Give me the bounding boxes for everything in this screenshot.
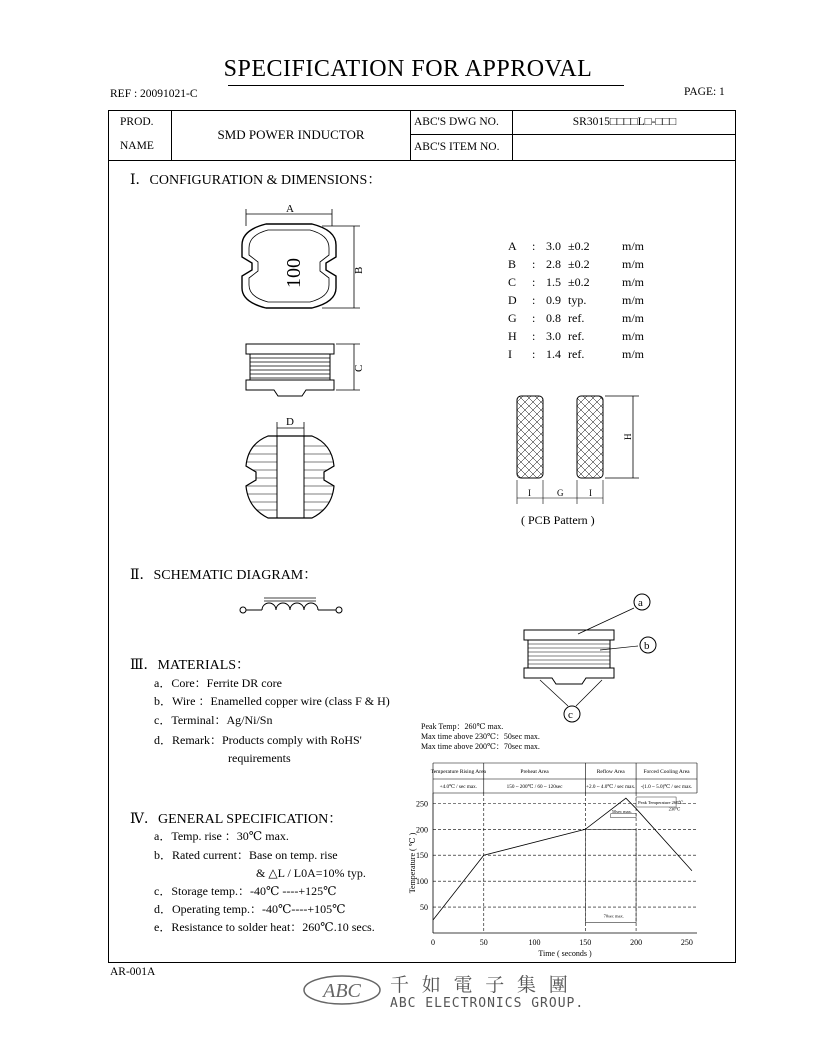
section-general-spec-title: Ⅳ．GENERAL SPECIFICATION：	[130, 812, 343, 827]
form-number: AR-001A	[110, 966, 156, 978]
dimension-list	[508, 237, 662, 363]
callout-a: a	[638, 597, 643, 609]
prod-label: PROD.	[120, 116, 154, 128]
dimension-separator: :	[532, 311, 536, 325]
zone-label: Temperature Rising Area	[430, 769, 486, 775]
x-tick-label: 250	[680, 938, 693, 947]
zone-rate: 150 ~ 200℃ / 60 ~ 120sec	[506, 784, 563, 790]
dimension-key: B	[508, 257, 517, 271]
product-name: SMD POWER INDUCTOR	[217, 127, 365, 142]
material-remark-cont: requirements	[228, 751, 291, 765]
spec-temp-rise: a．Temp. rise ：30℃ max.	[154, 829, 289, 843]
window-230-box	[611, 814, 636, 818]
dimension-separator: :	[532, 275, 536, 289]
spec-rated-current-cont: & △L / L0A=10% typ.	[256, 866, 366, 880]
pcb-caption: ( PCB Pattern )	[521, 513, 595, 527]
dimension-tolerance: ref.	[568, 347, 585, 361]
dimension-value: 0.8	[546, 311, 561, 325]
x-axis-label: Time ( seconds )	[538, 949, 592, 958]
dimension-unit: m/m	[622, 347, 645, 361]
annotation-50sec: 50sec max.	[611, 809, 632, 815]
spec-solder-heat: e．Resistance to solder heat：260℃.10 secs.	[154, 920, 375, 934]
callout-c: c	[568, 709, 573, 721]
material-terminal: c．Terminal：Ag/Ni/Sn	[154, 713, 273, 727]
dimension-row-b	[508, 255, 662, 273]
dimension-unit: m/m	[622, 329, 645, 343]
reflow-profile-line	[433, 798, 692, 920]
spec-rated-current: b．Rated current：Base on temp. rise	[154, 848, 338, 862]
annotation-70sec: 70sec max.	[603, 913, 624, 919]
material-remark: d．Remark：Products comply with RoHS'	[154, 733, 362, 747]
zone-label: Forced Cooling Area	[643, 769, 690, 775]
dimension-key: G	[508, 311, 517, 325]
section-schematic-title: Ⅱ．SCHEMATIC DIAGRAM：	[130, 568, 318, 583]
dimension-unit: m/m	[622, 293, 645, 307]
dimension-separator: :	[532, 257, 536, 271]
dimension-separator: :	[532, 293, 536, 307]
abc-logo	[300, 972, 384, 1008]
reflow-notes	[421, 722, 540, 752]
top-view-drawing	[236, 200, 366, 312]
dimension-row-g	[508, 309, 662, 327]
dimension-separator: :	[532, 329, 536, 343]
y-tick-label: 100	[416, 877, 428, 887]
dimension-tolerance: ref.	[568, 329, 585, 343]
title-underline	[228, 85, 624, 86]
dimension-separator: :	[532, 347, 536, 361]
item-label: ABC'S ITEM NO.	[414, 141, 500, 153]
schematic-inductor-symbol	[236, 590, 348, 622]
dimension-value: 3.0	[546, 239, 561, 253]
dimension-unit: m/m	[622, 257, 645, 271]
dimension-tolerance: typ.	[568, 293, 587, 307]
x-tick-label: 0	[431, 938, 435, 947]
y-tick-label: 250	[416, 799, 428, 809]
y-tick-label: 150	[416, 851, 428, 861]
spec-storage-temp: c．Storage temp.：-40℃ ----+125℃	[154, 884, 337, 898]
material-wire: b．Wire ：Enamelled copper wire (class F & H)	[154, 694, 390, 708]
dim-c-label: C	[353, 364, 365, 372]
zone-rate: +4.0℃ / sec max.	[439, 784, 478, 790]
dimension-unit: m/m	[622, 239, 645, 253]
dimension-value: 1.4	[546, 347, 561, 361]
materials-callout-drawing	[510, 588, 670, 728]
dim-h-label: H	[623, 433, 633, 440]
side-view-drawing	[236, 336, 366, 406]
dimension-value: 1.5	[546, 275, 561, 289]
dimension-separator: :	[532, 239, 536, 253]
x-tick-label: 150	[579, 938, 592, 947]
reflow-note-200: Max time above 200℃：70sec max.	[421, 742, 540, 751]
company-name-cn: 千 如 電 子 集 團	[390, 975, 572, 996]
dwg-label: ABC'S DWG NO.	[414, 116, 499, 128]
page-number: PAGE: 1	[684, 86, 725, 98]
dimension-value: 2.8	[546, 257, 561, 271]
zone-label: Preheat Area	[520, 769, 549, 775]
header-table	[108, 110, 736, 161]
spec-operating-temp: d．Operating temp.：-40℃----+105℃	[154, 902, 346, 916]
annotation-230: 230℃	[668, 806, 681, 812]
dim-d-label: D	[286, 416, 294, 428]
dimension-unit: m/m	[622, 311, 645, 325]
zone-rate: +2.0 ~ 4.0℃ / sec max.	[586, 784, 636, 790]
reflow-note-peak: Peak Temp：260℃ max.	[421, 722, 504, 731]
bottom-view-drawing	[240, 410, 340, 535]
y-axis-label: Temperature ( ℃ )	[408, 832, 417, 894]
dimension-tolerance: ±0.2	[568, 257, 590, 271]
dimension-key: A	[508, 239, 517, 253]
section-materials-title: Ⅲ．MATERIALS：	[130, 658, 251, 673]
name-label: NAME	[120, 140, 154, 152]
dimension-value: 3.0	[546, 329, 561, 343]
dimension-row-i	[508, 345, 662, 363]
dimension-key: I	[508, 347, 512, 361]
annotation-peak: Peak Temperature 260℃	[638, 800, 684, 805]
company-name-en: ABC ELECTRONICS GROUP.	[390, 996, 585, 1011]
dimension-row-d	[508, 291, 662, 309]
section-configuration-title: Ⅰ．CONFIGURATION & DIMENSIONS：	[130, 173, 382, 188]
page-title: SPECIFICATION FOR APPROVAL	[223, 56, 593, 82]
pcb-pattern-drawing	[505, 390, 645, 530]
dimension-key: D	[508, 293, 517, 307]
dimension-tolerance: ref.	[568, 311, 585, 325]
dimension-tolerance: ±0.2	[568, 239, 590, 253]
reflow-note-230: Max time above 230℃：50sec max.	[421, 732, 540, 741]
zone-label: Reflow Area	[596, 769, 625, 775]
ref-number: REF : 20091021-C	[110, 88, 198, 100]
dimension-row-h	[508, 327, 662, 345]
dimension-key: H	[508, 329, 517, 343]
dim-i-right: I	[589, 488, 592, 498]
callout-b: b	[644, 640, 650, 652]
dwg-value: SR3015□□□□L□-□□□	[572, 116, 677, 128]
dimension-row-c	[508, 273, 662, 291]
dimension-row-a	[508, 237, 662, 255]
dimension-unit: m/m	[622, 275, 645, 289]
dimension-value: 0.9	[546, 293, 561, 307]
dimension-key: C	[508, 275, 517, 289]
dim-g-label: G	[557, 488, 564, 498]
window-200-box	[585, 829, 636, 922]
dim-a-label: A	[286, 203, 294, 215]
y-tick-label: 50	[420, 903, 428, 913]
x-tick-label: 50	[479, 938, 488, 947]
x-tick-label: 200	[630, 938, 643, 947]
y-tick-label: 200	[416, 825, 428, 835]
dim-b-label: B	[353, 266, 365, 274]
zone-rate: -(1.0 ~ 5.0)℃ / sec max.	[640, 784, 693, 790]
material-core: a．Core：Ferrite DR core	[154, 676, 282, 690]
top-marking: 100	[283, 258, 305, 288]
logo-text: ABC	[323, 980, 361, 1002]
x-tick-label: 100	[528, 938, 541, 947]
dimension-tolerance: ±0.2	[568, 275, 590, 289]
dim-i-left: I	[528, 488, 531, 498]
reflow-profile-chart	[405, 755, 725, 960]
